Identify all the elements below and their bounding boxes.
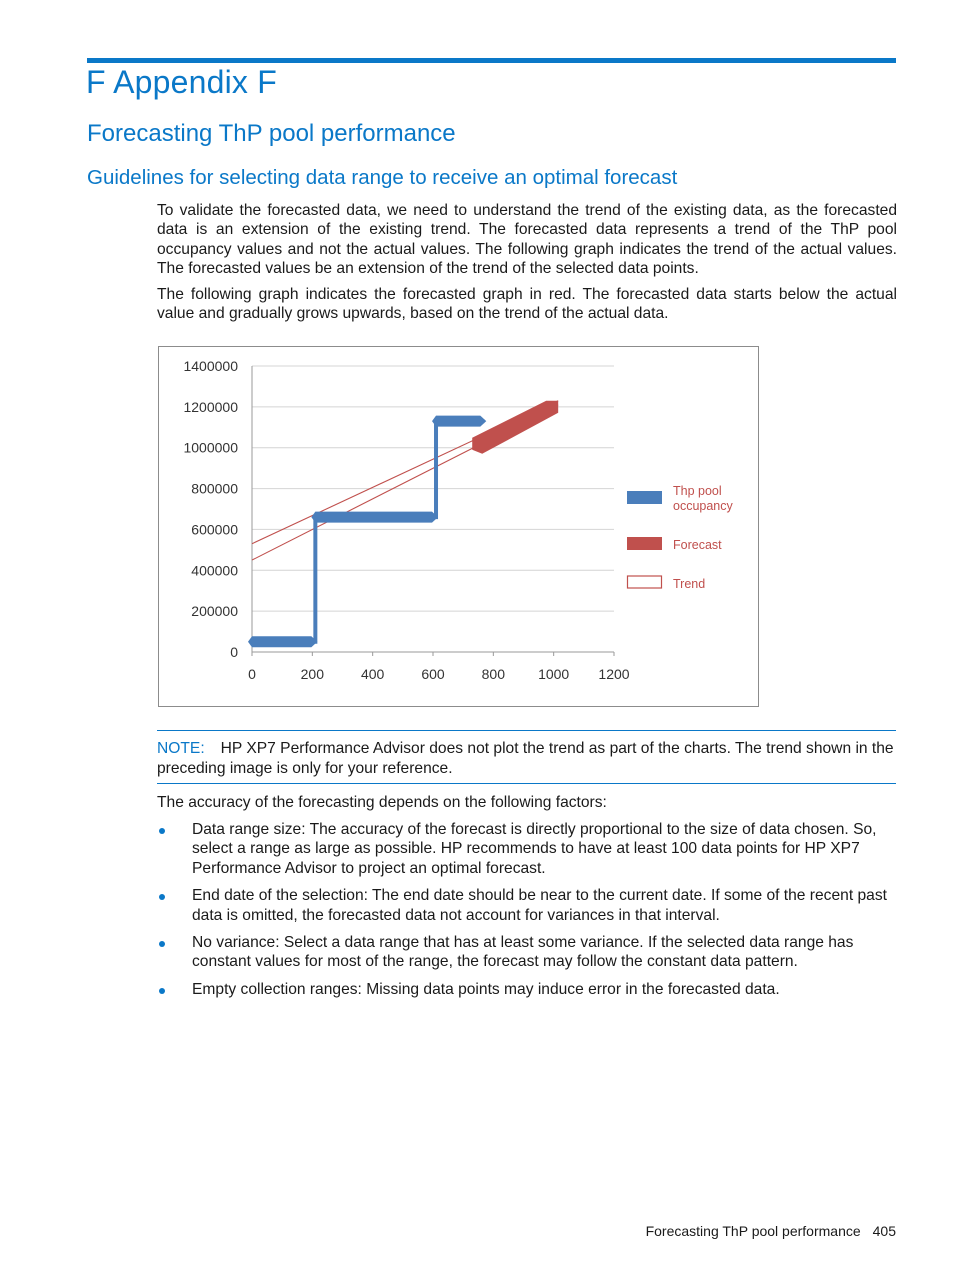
y-tick-label: 1400000 xyxy=(183,358,238,374)
page-footer xyxy=(646,1223,896,1239)
list-item-text: Empty collection ranges: Missing data points may induce error in the forecasted data. xyxy=(192,980,780,998)
legend-label: Forecast xyxy=(673,538,722,552)
bullet-icon xyxy=(159,941,165,947)
bullet-icon xyxy=(159,894,165,900)
y-tick-label: 200000 xyxy=(191,603,238,620)
x-tick-label: 1200 xyxy=(598,666,630,682)
running-title: Forecasting ThP pool performance xyxy=(645,1223,861,1239)
legend-swatch xyxy=(628,576,662,588)
x-tick-label: 1000 xyxy=(538,666,570,682)
x-tick-label: 200 xyxy=(300,666,325,682)
list-item-text: No variance: Select a data range that has at least some variance. If the selected data range has constant values for most of the range, the forecast may follow the constant data pattern. xyxy=(192,934,854,971)
x-tick-label: 800 xyxy=(481,666,506,682)
x-tick-label: 0 xyxy=(248,666,256,682)
occupancy-band xyxy=(311,512,438,523)
subsection-title: Guidelines for selecting data range to receive an optimal forecast xyxy=(87,166,678,189)
occupancy-band xyxy=(248,636,317,647)
list-item-text: End date of the selection: The end date should be near to the current date. If some of the recent past data is omitted, the forecasted data not account for variances in that interval. xyxy=(192,887,887,924)
y-tick-label: 0 xyxy=(230,644,238,660)
list-item xyxy=(157,980,897,999)
list-item xyxy=(157,886,897,925)
occupancy-line xyxy=(252,421,484,642)
section-title: Forecasting ThP pool performance xyxy=(87,120,456,147)
intro-paragraph: To validate the forecasted data, we need to understand the trend of the existing data, as the forecasted data is an extension of the existing trend. The forecasted data represents a trend of the ThP pool occupancy values and not the actual values. The following graph indicates the trend of the actual values. The forecasted values be an extension of the trend of the selected data points. xyxy=(157,202,897,278)
y-tick-label: 1200000 xyxy=(183,398,238,415)
list-item-text: Data range size: The accuracy of the forecast is directly proportional to the size of data chosen. So, select a range as large as possible. HP recommends to have at least 100 data points for HP XP7 Performance Advisor to project an optimal forecast. xyxy=(192,821,877,877)
legend-swatch xyxy=(627,537,662,550)
legend-label: Thp pool occupancy xyxy=(673,484,733,513)
y-tick-label: 400000 xyxy=(191,562,238,579)
y-tick-label: 800000 xyxy=(191,480,238,497)
legend-swatch xyxy=(627,491,662,504)
forecast-band xyxy=(472,401,558,454)
list-item xyxy=(157,820,897,878)
y-tick-label: 1000000 xyxy=(183,439,238,456)
note-text: HP XP7 Performance Advisor does not plot the trend as part of the charts. The trend shown in the preceding image is only for your reference. xyxy=(157,740,894,777)
occupancy-band xyxy=(432,416,486,427)
top-rule xyxy=(87,58,896,63)
list-item xyxy=(157,933,897,972)
x-tick-label: 400 xyxy=(360,666,385,682)
appendix-title: F Appendix F xyxy=(86,64,277,100)
factors-list xyxy=(157,820,897,1007)
legend-label: Trend xyxy=(673,577,706,591)
x-tick-label: 600 xyxy=(421,666,445,682)
bullet-icon xyxy=(159,988,165,994)
factors-intro: The accuracy of the forecasting depends on the following factors: xyxy=(157,794,607,811)
note-label: NOTE: xyxy=(157,740,205,757)
note-box xyxy=(157,730,896,784)
graph-description-paragraph: The following graph indicates the forecasted graph in red. The forecasted data starts below the actual value and gradually grows upwards, based on the trend of the actual data. xyxy=(157,286,897,323)
bullet-icon xyxy=(159,828,165,834)
forecast-chart xyxy=(158,346,759,707)
page-number: 405 xyxy=(872,1223,896,1239)
forecast-chart-svg xyxy=(159,347,758,706)
y-tick-label: 600000 xyxy=(191,521,238,538)
